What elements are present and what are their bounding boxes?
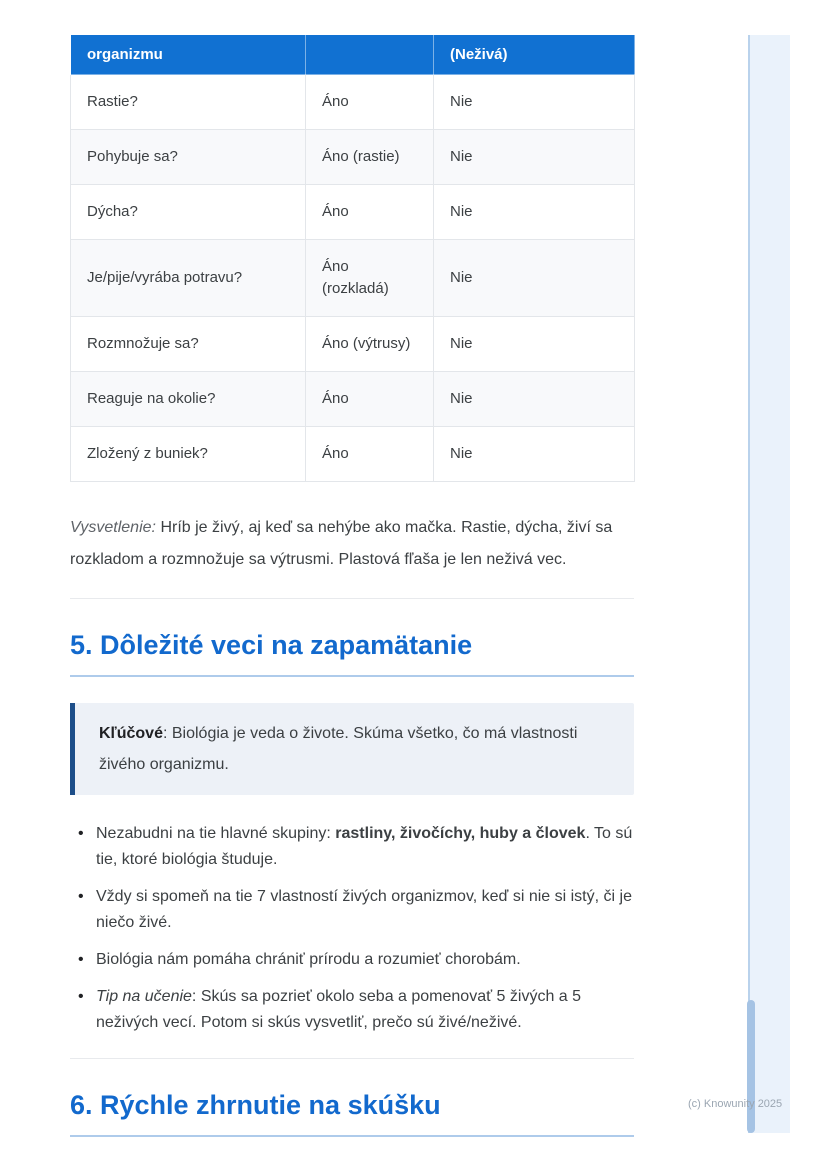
explanation-label: Vysvetlenie: — [70, 519, 156, 536]
table-cell: Nie — [434, 130, 635, 185]
table-header-row — [71, 35, 635, 75]
section-divider — [70, 1058, 634, 1059]
section-5-heading: 5. Dôležité veci na zapamätanie — [70, 629, 634, 677]
scrollbar-track[interactable] — [748, 35, 790, 1133]
list-item-text: : Skús sa pozrieť okolo seba a pomenovať 5 živých a 5 neživých vecí. Potom si skús vysvetliť, prečo sú živé/neživé. — [96, 988, 582, 1031]
callout-label: Kľúčové — [99, 725, 163, 742]
table-cell: Rastie? — [71, 75, 306, 130]
table-row — [71, 185, 635, 240]
watermark: (c) Knowunity 2025 — [688, 1098, 783, 1110]
table-header-cell: (Neživá) — [434, 35, 635, 75]
table-cell: Pohybuje sa? — [71, 130, 306, 185]
table-cell: Áno (výtrusy) — [306, 317, 434, 372]
table-cell: Áno — [306, 427, 434, 482]
list-item-text: Biológia nám pomáha chrániť prírodu a rozumieť chorobám. — [96, 951, 521, 968]
list-item — [70, 884, 634, 936]
properties-table — [70, 35, 635, 482]
list-item-italic: Tip na učenie — [96, 988, 192, 1005]
list-item — [70, 947, 634, 973]
table-row — [71, 427, 635, 482]
table-cell: Nie — [434, 240, 635, 317]
list-item-text: Vždy si spomeň na tie 7 vlastností živých organizmov, keď si nie si istý, či je niečo živé. — [96, 888, 632, 931]
callout-text: : Biológia je veda o živote. Skúma všetko, čo má vlastnosti živého organizmu. — [99, 725, 578, 773]
table-cell: Nie — [434, 427, 635, 482]
table-cell: Áno — [306, 185, 434, 240]
table-cell: Rozmnožuje sa? — [71, 317, 306, 372]
table-cell: Áno (rastie) — [306, 130, 434, 185]
section-6-heading: 6. Rýchle zhrnutie na skúšku — [70, 1089, 634, 1137]
explanation-text: Hríb je živý, aj keď sa nehýbe ako mačka. Rastie, dýcha, živí sa rozkladom a rozmnožuje sa výtrusmi. Plastová fľaša je len neživá vec. — [70, 519, 613, 568]
explanation-paragraph — [70, 512, 634, 576]
table-cell: Áno — [306, 372, 434, 427]
scrollbar-thumb[interactable] — [747, 1000, 755, 1133]
table-cell: Nie — [434, 185, 635, 240]
table-row — [71, 75, 635, 130]
table-header-cell: organizmu — [71, 35, 306, 75]
key-callout — [70, 703, 634, 795]
list-item-text: . To sú tie, ktoré biológia študuje. — [96, 825, 633, 868]
table-row — [71, 372, 635, 427]
table-cell: Je/pije/vyrába potravu? — [71, 240, 306, 317]
key-points-list — [70, 821, 634, 1036]
list-item-text: Nezabudni na tie hlavné skupiny: — [96, 825, 336, 842]
table-cell: Reaguje na okolie? — [71, 372, 306, 427]
table-cell: Áno — [306, 75, 434, 130]
list-item — [70, 821, 634, 873]
table-cell: Nie — [434, 372, 635, 427]
table-cell: Áno (rozkladá) — [306, 240, 434, 317]
table-cell: Dýcha? — [71, 185, 306, 240]
list-item — [70, 984, 634, 1036]
table-cell: Nie — [434, 75, 635, 130]
table-row — [71, 240, 635, 317]
list-item-bold: rastliny, živočíchy, huby a človek — [335, 825, 586, 842]
table-row — [71, 130, 635, 185]
table-cell: Zložený z buniek? — [71, 427, 306, 482]
table-cell: Nie — [434, 317, 635, 372]
table-header-cell — [306, 35, 434, 75]
document-content — [70, 35, 634, 1137]
section-divider — [70, 598, 634, 599]
table-row — [71, 317, 635, 372]
